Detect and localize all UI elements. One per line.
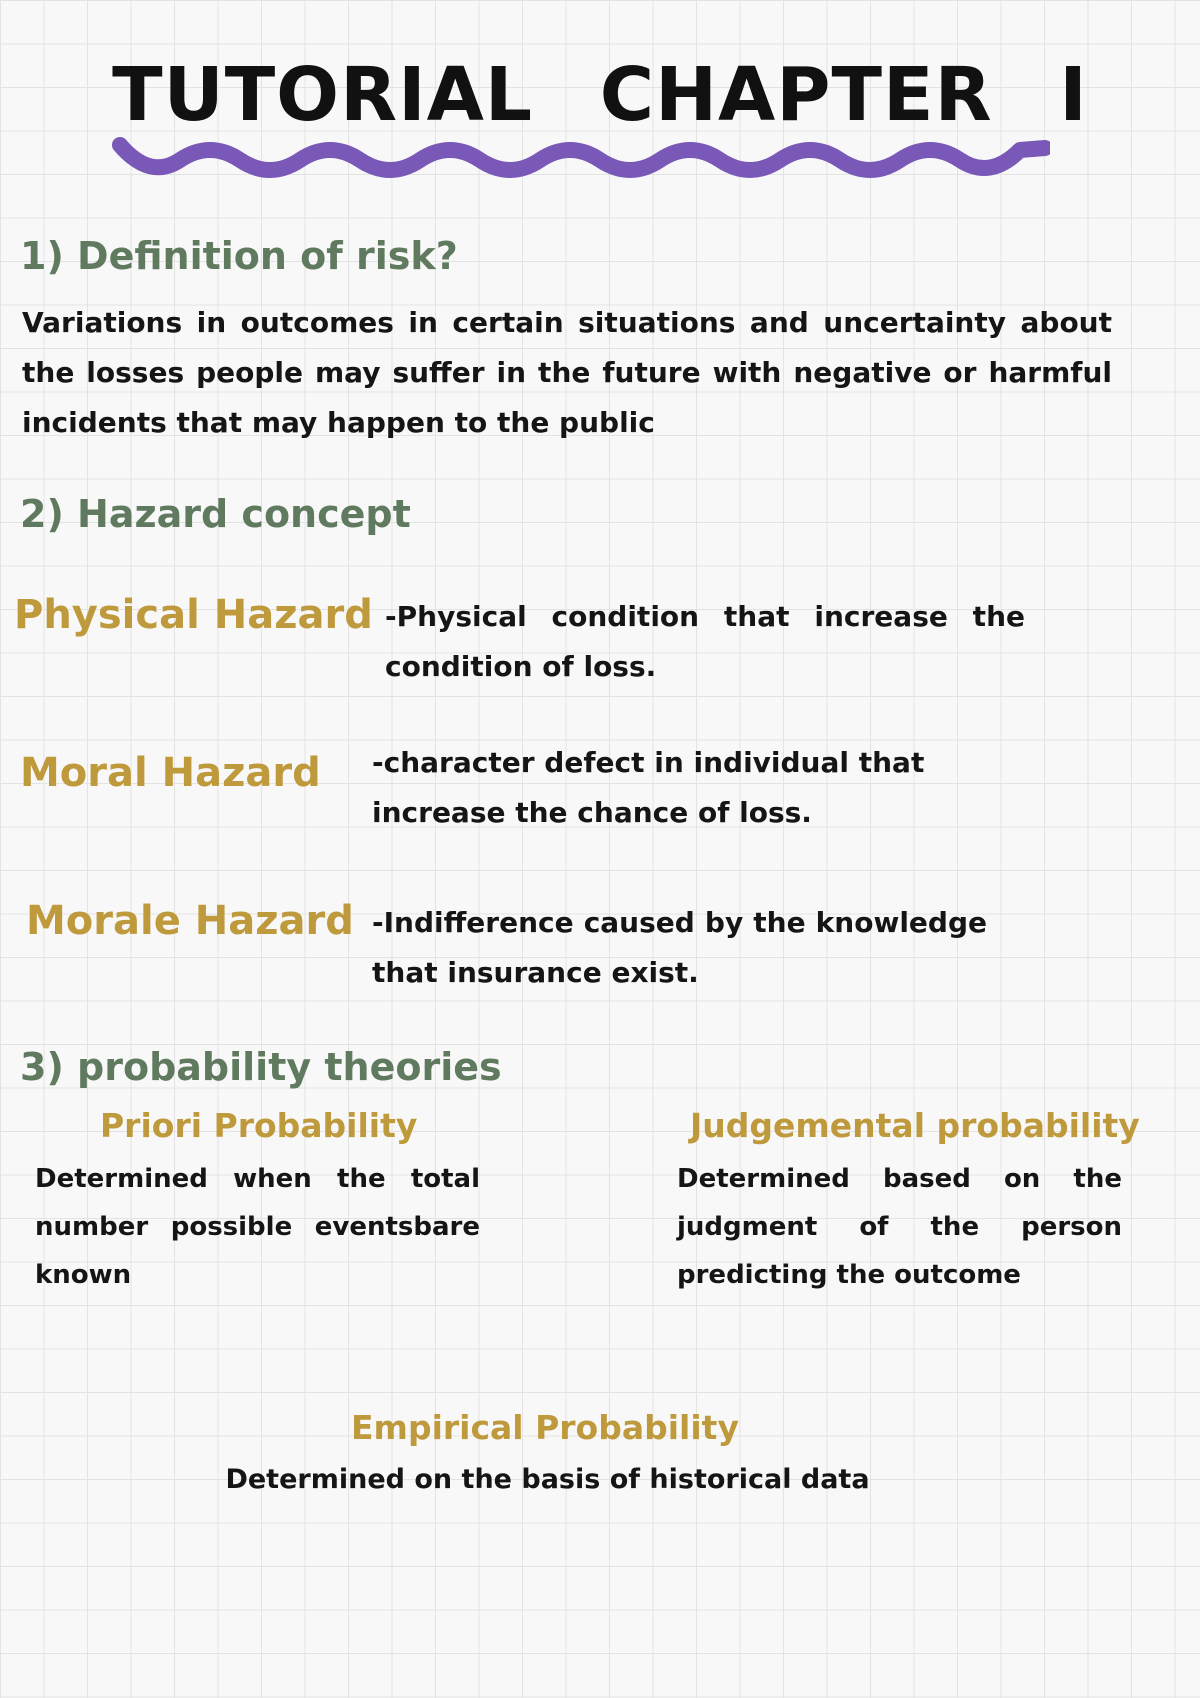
term-physical-hazard: Physical Hazard	[14, 592, 373, 638]
term-judgemental-probability: Judgemental probability	[690, 1106, 1140, 1145]
definition-physical-hazard: -Physical condition that increase the condition of loss.	[385, 600, 1025, 683]
term-morale-hazard: Morale Hazard	[26, 898, 354, 944]
squiggle-path	[120, 145, 1045, 170]
squiggle-underline	[110, 130, 1050, 190]
definition-empirical-probability: Determined on the basis of historical data	[225, 1464, 870, 1495]
section-heading-hazard: 2) Hazard concept	[20, 492, 411, 536]
section-heading-probability: 3) probability theories	[20, 1045, 502, 1089]
term-empirical-probability: Empirical Probability	[351, 1408, 739, 1447]
term-priori-probability: Priori Probability	[100, 1106, 418, 1145]
definition-moral-hazard: -character defect in individual that increase the chance of loss.	[372, 746, 925, 829]
definition-judgemental-probability: Determined based on the judgment of the person predicting the outcome	[677, 1164, 1122, 1290]
page-title: TUTORIAL CHAPTER I	[112, 52, 1088, 138]
definition-morale-hazard: -Indifference caused by the knowledge that insurance exist.	[372, 906, 987, 989]
term-moral-hazard: Moral Hazard	[20, 750, 321, 796]
definition-priori-probability: Determined when the total number possible eventsbare known	[35, 1164, 480, 1290]
risk-definition-text: Variations in outcomes in certain situations and uncertainty about the losses people may suffer in the future with negative or harmful incidents that may happen to the public	[22, 306, 1112, 439]
section-heading-risk: 1) Definition of risk?	[20, 234, 458, 278]
